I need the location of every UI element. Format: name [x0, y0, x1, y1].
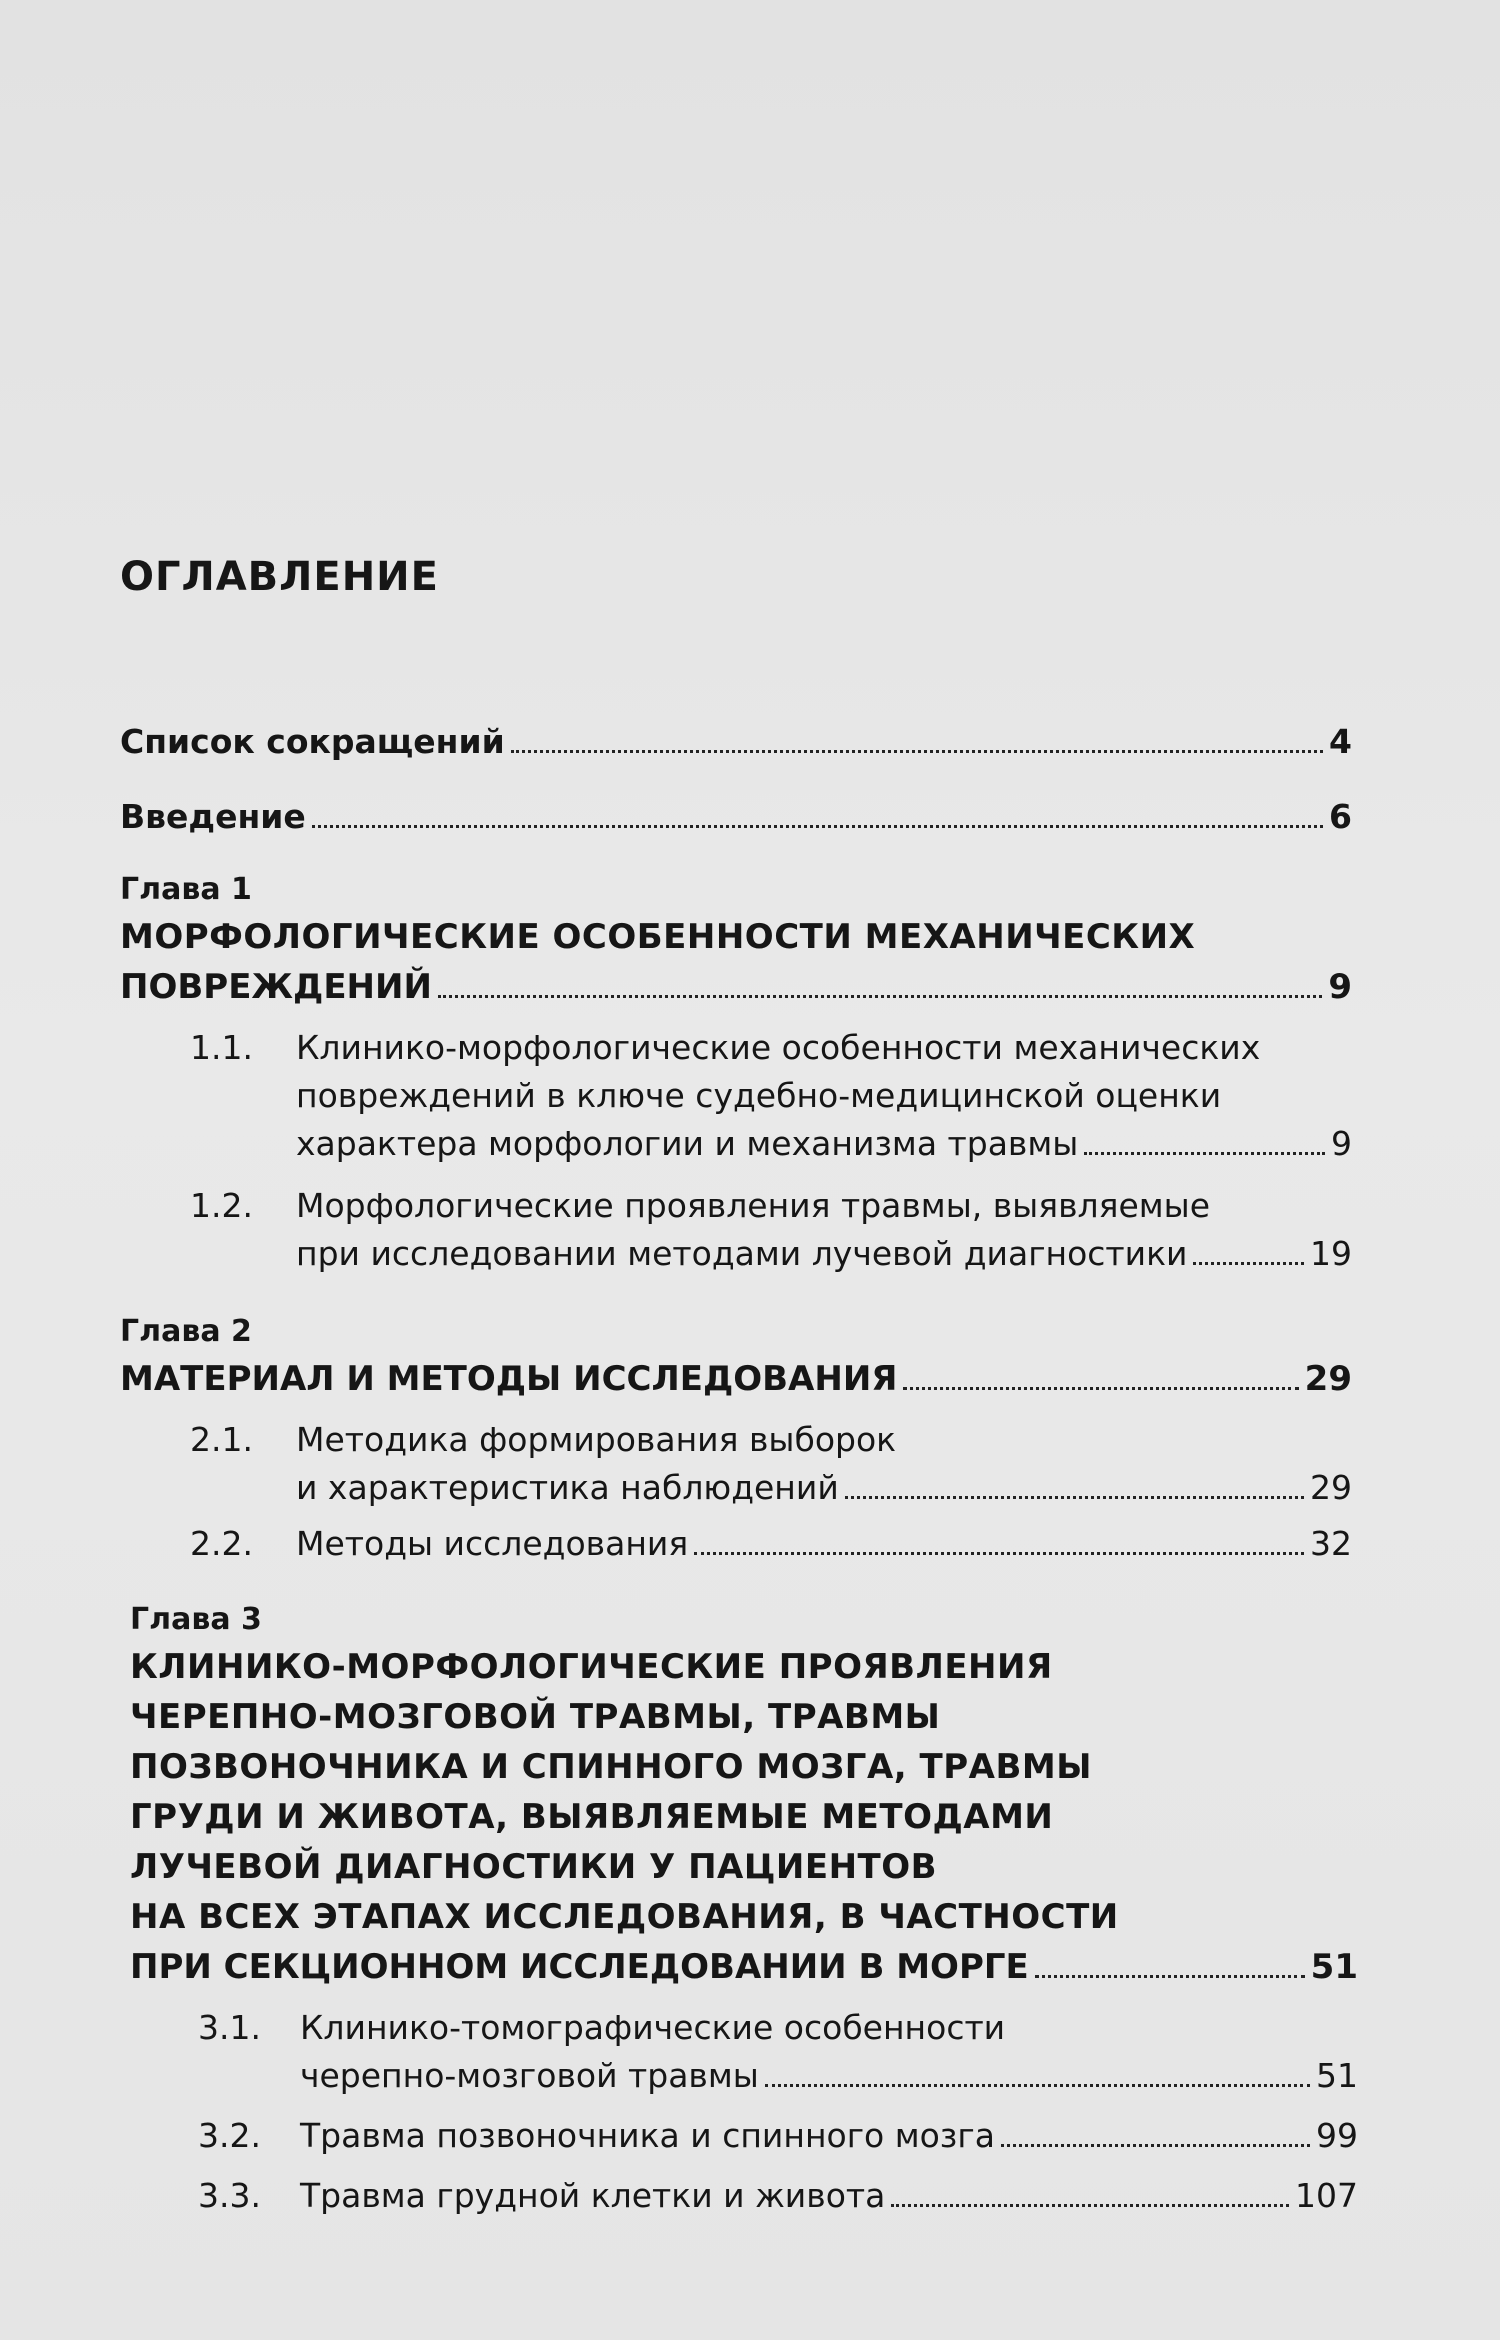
entry-label: ПОВРЕЖДЕНИЙ — [120, 967, 432, 1007]
section-3-3-line-1[interactable] — [300, 2172, 1358, 2220]
toc-title: ОГЛАВЛЕНИЕ — [120, 554, 439, 600]
dot-leader — [765, 2072, 1310, 2087]
entry-page: 9 — [1328, 967, 1352, 1007]
entry-page: 29 — [1304, 1359, 1352, 1399]
entry-page: 6 — [1329, 797, 1352, 836]
entry-page: 9 — [1331, 1124, 1352, 1163]
entry-label: МАТЕРИАЛ И МЕТОДЫ ИССЛЕДОВАНИЯ — [120, 1359, 898, 1399]
entry-label: характера морфологии и механизма травмы — [296, 1124, 1079, 1163]
section-2-1-line-2[interactable] — [296, 1464, 1352, 1512]
entry-page: 107 — [1295, 2176, 1358, 2215]
dot-leader — [438, 983, 1322, 998]
toc-entry-introduction[interactable] — [120, 793, 1352, 841]
entry-label: Методы исследования — [296, 1524, 689, 1563]
chapter-1-label: Глава 1 — [120, 872, 252, 907]
entry-page: 99 — [1316, 2116, 1358, 2155]
entry-page: 51 — [1316, 2056, 1358, 2095]
section-3-2-line-1[interactable] — [300, 2112, 1358, 2160]
section-1-1-line-1[interactable]: Клинико-морфологические особенности механических — [296, 1028, 1261, 1067]
dot-leader — [312, 813, 1323, 828]
section-2-1-number: 2.1. — [190, 1420, 253, 1459]
section-2-2-number: 2.2. — [190, 1524, 253, 1563]
section-1-1-number: 1.1. — [190, 1028, 253, 1067]
entry-label: Травма позвоночника и спинного мозга — [300, 2116, 995, 2155]
chapter-3-label: Глава 3 — [130, 1602, 262, 1637]
entry-label: и характеристика наблюдений — [296, 1468, 839, 1507]
chapter-2-title[interactable] — [120, 1354, 1352, 1404]
dot-leader — [891, 2192, 1289, 2207]
toc-entry-abbreviations[interactable] — [120, 718, 1352, 766]
dot-leader — [1193, 1250, 1304, 1265]
dot-leader — [511, 738, 1323, 753]
section-3-1-number: 3.1. — [198, 2008, 261, 2047]
entry-page: 4 — [1329, 722, 1352, 761]
dot-leader — [903, 1375, 1298, 1390]
entry-label: Травма грудной клетки и живота — [300, 2176, 886, 2215]
dot-leader — [694, 1540, 1304, 1555]
section-3-3-number: 3.3. — [198, 2176, 261, 2215]
section-1-2-line-1[interactable]: Морфологические проявления травмы, выявляемые — [296, 1186, 1211, 1225]
chapter-3-title-line-7[interactable] — [130, 1942, 1358, 1992]
section-3-1-line-2[interactable] — [300, 2052, 1358, 2100]
section-3-2-number: 3.2. — [198, 2116, 261, 2155]
entry-label: Список сокращений — [120, 722, 505, 761]
chapter-1-title-line-2[interactable] — [120, 962, 1352, 1012]
section-1-2-line-2[interactable] — [296, 1230, 1352, 1278]
entry-page: 29 — [1310, 1468, 1352, 1507]
entry-label: при исследовании методами лучевой диагностики — [296, 1234, 1188, 1273]
chapter-3-title-line-4[interactable]: ГРУДИ И ЖИВОТА, ВЫЯВЛЯЕМЫЕ МЕТОДАМИ — [130, 1797, 1054, 1837]
chapter-3-title-line-3[interactable]: ПОЗВОНОЧНИКА И СПИННОГО МОЗГА, ТРАВМЫ — [130, 1747, 1092, 1787]
entry-page: 51 — [1310, 1947, 1358, 1987]
entry-label: черепно-мозговой травмы — [300, 2056, 759, 2095]
chapter-3-title-line-5[interactable]: ЛУЧЕВОЙ ДИАГНОСТИКИ У ПАЦИЕНТОВ — [130, 1847, 938, 1887]
section-1-2-number: 1.2. — [190, 1186, 253, 1225]
chapter-3-title-line-6[interactable]: НА ВСЕХ ЭТАПАХ ИССЛЕДОВАНИЯ, В ЧАСТНОСТИ — [130, 1897, 1119, 1937]
entry-page: 32 — [1310, 1524, 1352, 1563]
entry-label: Введение — [120, 797, 306, 836]
section-3-1-line-1[interactable]: Клинико-томографические особенности — [300, 2008, 1006, 2047]
chapter-1-title-line-1[interactable]: МОРФОЛОГИЧЕСКИЕ ОСОБЕННОСТИ МЕХАНИЧЕСКИХ — [120, 917, 1196, 957]
dot-leader — [1001, 2132, 1310, 2147]
entry-page: 19 — [1310, 1234, 1352, 1273]
chapter-3-title-line-2[interactable]: ЧЕРЕПНО-МОЗГОВОЙ ТРАВМЫ, ТРАВМЫ — [130, 1697, 941, 1737]
section-2-2-line-1[interactable] — [296, 1520, 1352, 1568]
chapter-3-title-line-1[interactable]: КЛИНИКО-МОРФОЛОГИЧЕСКИЕ ПРОЯВЛЕНИЯ — [130, 1647, 1053, 1687]
dot-leader — [1084, 1140, 1325, 1155]
dot-leader — [1035, 1963, 1305, 1978]
section-1-1-line-2[interactable]: повреждений в ключе судебно-медицинской оценки — [296, 1076, 1222, 1115]
entry-label: ПРИ СЕКЦИОННОМ ИССЛЕДОВАНИИ В МОРГЕ — [130, 1947, 1029, 1987]
chapter-2-label: Глава 2 — [120, 1314, 252, 1349]
dot-leader — [845, 1484, 1304, 1499]
section-1-1-line-3[interactable] — [296, 1120, 1352, 1168]
section-2-1-line-1[interactable]: Методика формирования выборок — [296, 1420, 897, 1459]
